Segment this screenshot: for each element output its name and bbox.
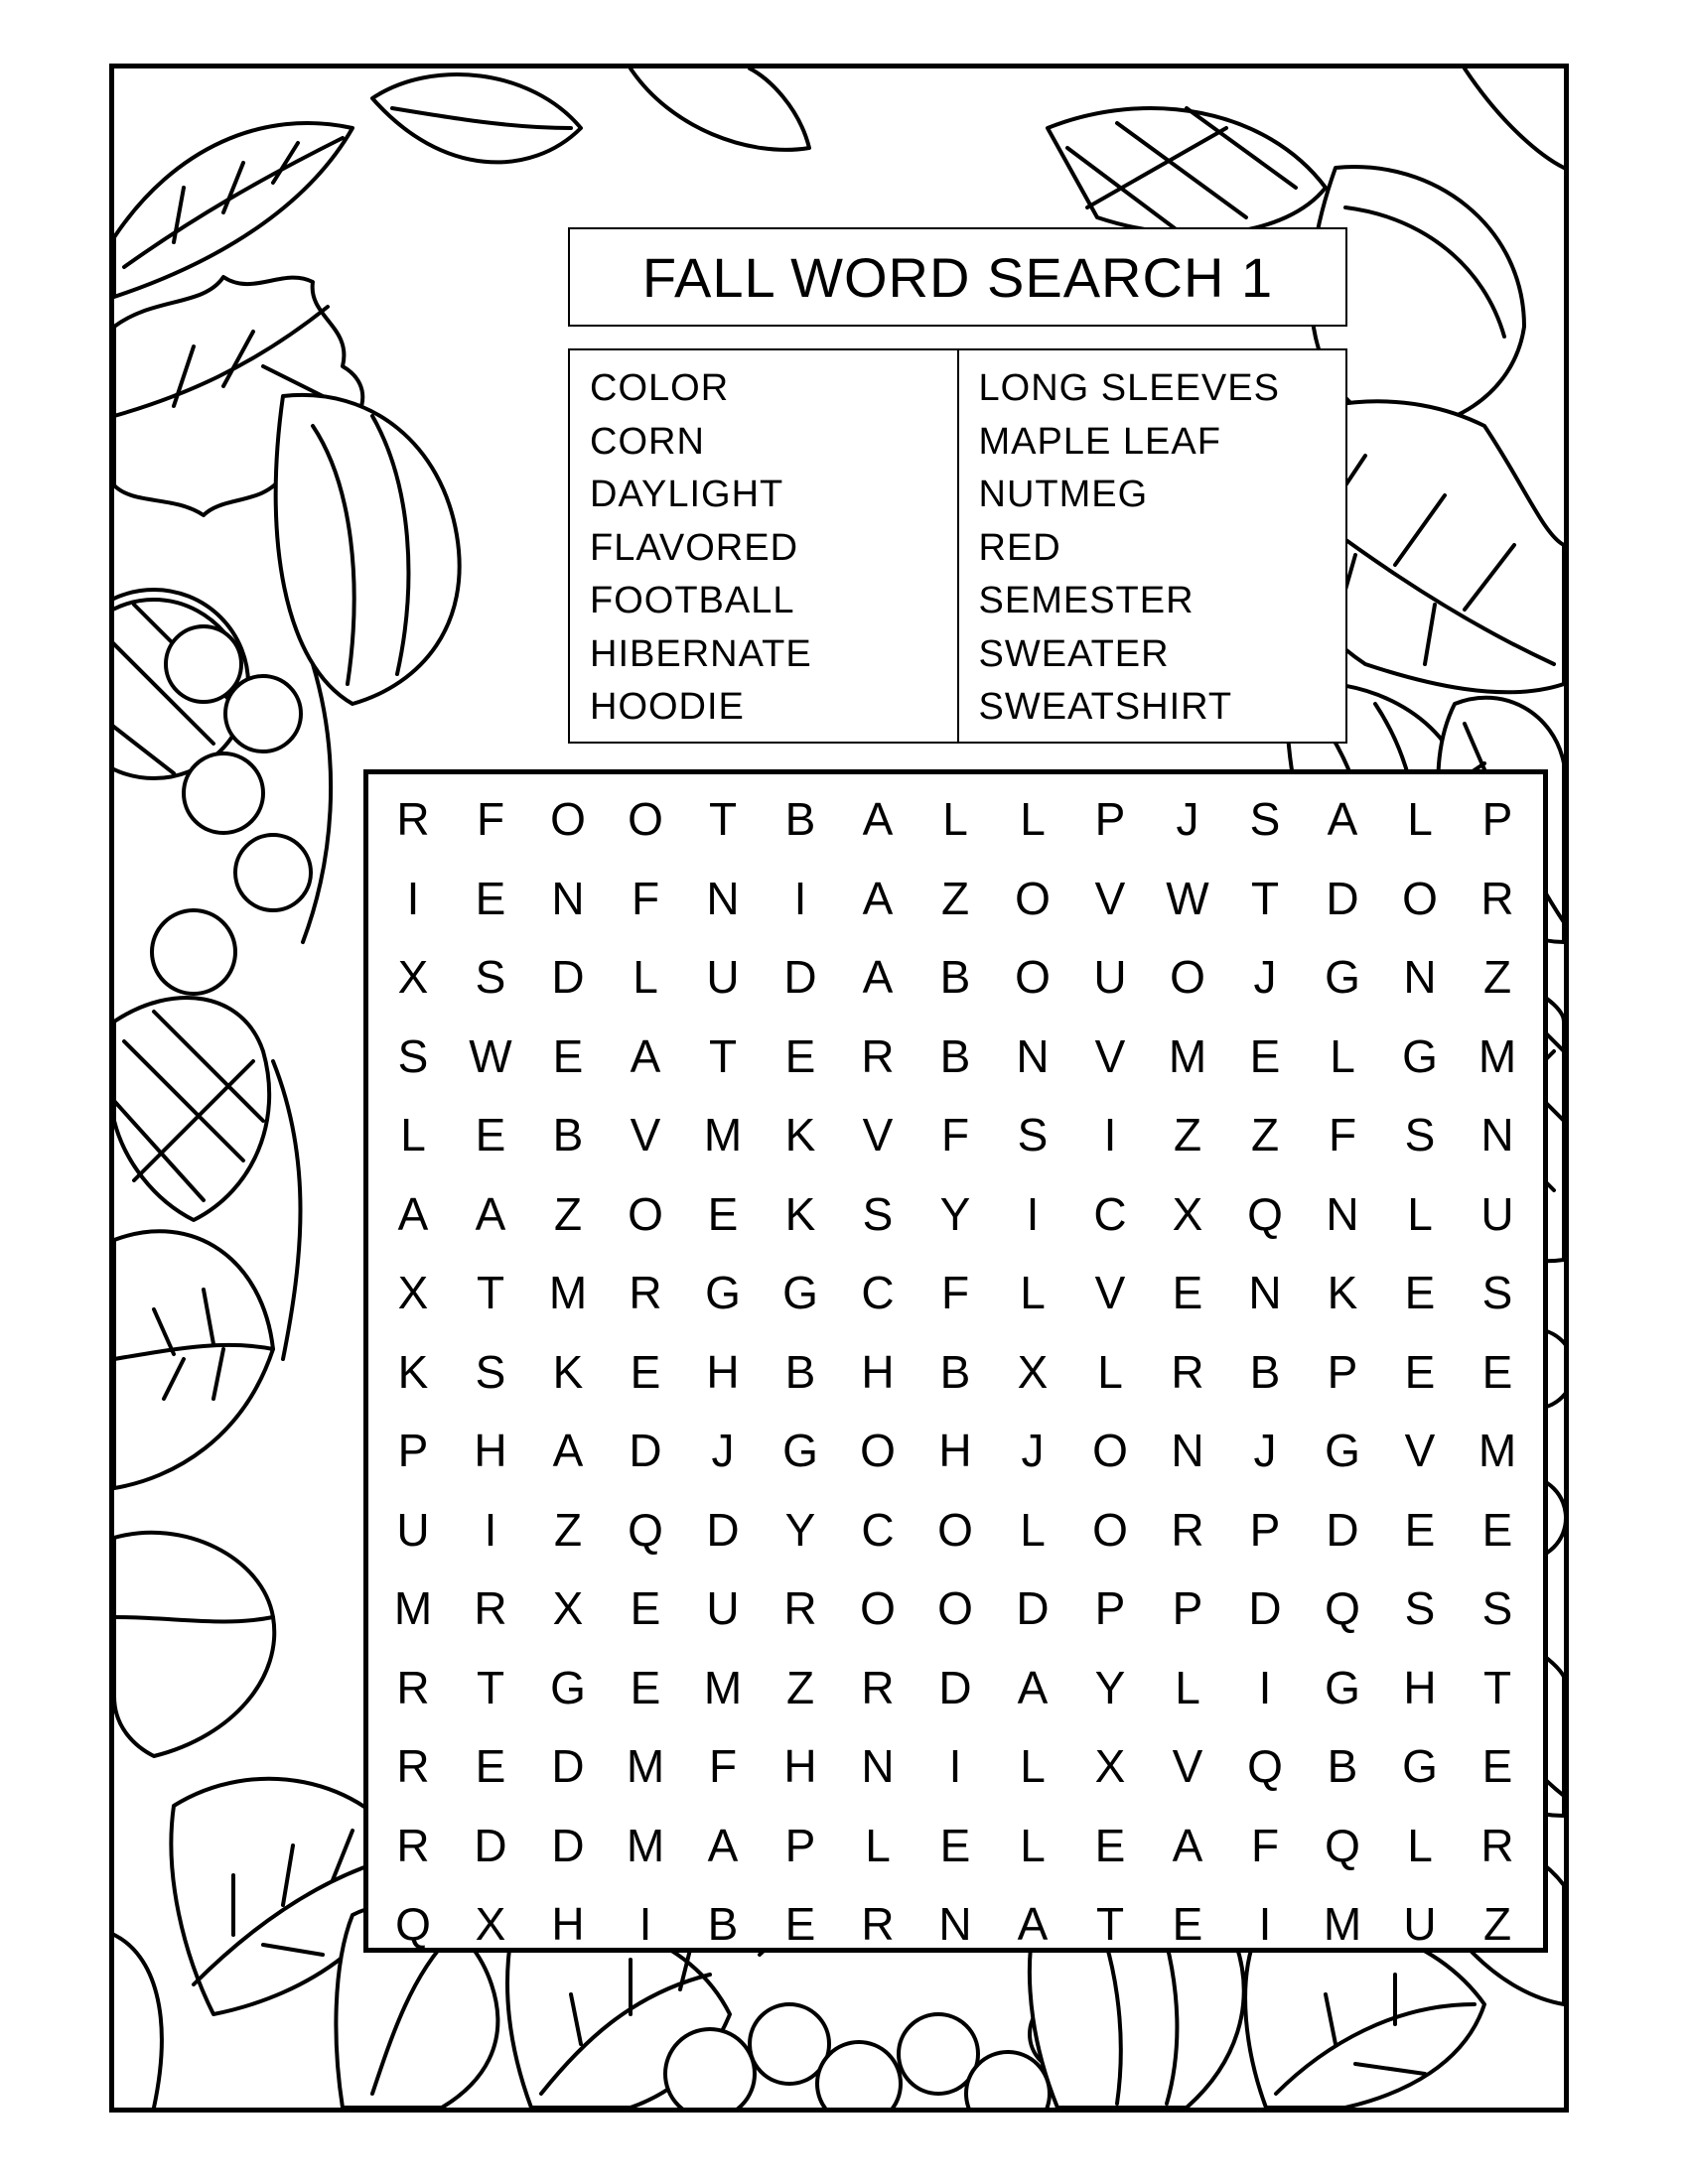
grid-letter: X	[1017, 1345, 1049, 1398]
grid-letter: Y	[939, 1187, 971, 1240]
word-list	[568, 348, 1347, 744]
grid-letter: L	[1020, 793, 1046, 845]
grid-letter: L	[865, 1819, 891, 1871]
grid-letter: G	[1325, 1425, 1360, 1476]
grid-letter: D	[938, 1661, 972, 1713]
grid-letter: N	[1403, 951, 1437, 1003]
grid-letter: O	[1015, 872, 1051, 924]
berries-left-icon	[152, 626, 311, 994]
grid-letter: L	[1097, 1345, 1123, 1398]
grid-row	[374, 1254, 1537, 1333]
leaf-left-lower-icon	[114, 1231, 274, 1756]
grid-row	[374, 1727, 1537, 1807]
grid-letter: U	[1480, 1187, 1514, 1240]
grid-letter: S	[1481, 1267, 1513, 1318]
grid-letter: Z	[553, 1503, 583, 1556]
grid-letter: R	[1480, 872, 1514, 924]
grid-letter: F	[708, 1740, 738, 1792]
word-list-item: SEMESTER	[978, 580, 1195, 621]
grid-letter: E	[784, 1029, 816, 1082]
grid-letter: M	[393, 1582, 433, 1634]
grid-letter: Z	[553, 1187, 583, 1240]
grid-letter: N	[706, 872, 740, 924]
grid-letter: E	[1094, 1819, 1126, 1871]
grid-letter: Q	[395, 1898, 431, 1950]
grid-letter: O	[1402, 872, 1438, 924]
grid-row	[374, 1491, 1537, 1570]
grid-letter: J	[711, 1425, 735, 1476]
grid-letter: F	[631, 872, 660, 924]
grid-letter: J	[1253, 1425, 1277, 1476]
grid-letter: G	[550, 1661, 586, 1713]
grid-letter: M	[1477, 1029, 1517, 1082]
gourd-left-icon	[276, 395, 460, 704]
grid-letter: S	[1017, 1109, 1049, 1160]
grid-letter: Q	[1325, 1819, 1360, 1871]
grid-letter: D	[706, 1503, 740, 1556]
grid-letter: S	[475, 951, 506, 1003]
grid-letter: M	[703, 1661, 743, 1713]
grid-letter: N	[1171, 1425, 1204, 1476]
grid-letter: M	[703, 1109, 743, 1160]
grid-letter: E	[707, 1187, 739, 1240]
grid-letter: E	[552, 1029, 584, 1082]
letter-grid-box	[363, 769, 1548, 1953]
grid-letter: A	[1172, 1819, 1203, 1871]
grid-letter: X	[552, 1582, 584, 1634]
grid-letter: O	[860, 1582, 896, 1634]
grid-letter: P	[784, 1819, 816, 1871]
leaf-top-left-icon	[114, 123, 352, 297]
grid-letter: N	[1480, 1109, 1514, 1160]
grid-letter: H	[861, 1345, 895, 1398]
grid-letter: K	[552, 1345, 584, 1398]
grid-letter: O	[1015, 951, 1051, 1003]
grid-letter: N	[551, 872, 585, 924]
grid-letter: R	[396, 793, 430, 845]
grid-letter: S	[1404, 1109, 1436, 1160]
grid-letter: R	[861, 1029, 895, 1082]
grid-letter: I	[793, 872, 807, 924]
word-list-item: CORN	[590, 420, 705, 463]
grid-letter: B	[939, 1345, 971, 1398]
grid-letter: D	[551, 951, 585, 1003]
grid-letter: S	[397, 1029, 429, 1082]
grid-letter: G	[1325, 1661, 1360, 1713]
grid-letter: B	[552, 1109, 584, 1160]
grid-letter: D	[629, 1425, 662, 1476]
grid-letter: F	[940, 1267, 970, 1318]
grid-letter: Q	[1247, 1187, 1283, 1240]
grid-letter: A	[552, 1425, 584, 1476]
grid-row	[374, 1412, 1537, 1491]
grid-letter: I	[1026, 1187, 1040, 1240]
grid-letter: V	[1094, 1029, 1126, 1082]
grid-letter: X	[397, 951, 429, 1003]
word-list-item: FOOTBALL	[590, 580, 795, 621]
grid-letter: D	[783, 951, 817, 1003]
grid-letter: P	[1481, 793, 1513, 845]
grid-letter: R	[474, 1582, 507, 1634]
grid-letter: J	[1176, 793, 1199, 845]
grid-letter: A	[1017, 1898, 1049, 1950]
grid-letter: D	[551, 1819, 585, 1871]
grid-letter: V	[1404, 1425, 1436, 1476]
grid-row	[374, 780, 1537, 860]
grid-letter: R	[861, 1898, 895, 1950]
word-list-item: SWEATSHIRT	[978, 686, 1233, 728]
grid-letter: L	[1407, 793, 1433, 845]
grid-letter: U	[1093, 951, 1127, 1003]
grid-letter: T	[1482, 1661, 1512, 1713]
word-list-item: SWEATER	[978, 632, 1170, 675]
grid-letter: R	[1171, 1345, 1204, 1398]
grid-letter: P	[1094, 793, 1126, 845]
grid-letter: G	[1402, 1740, 1438, 1792]
grid-letter: M	[626, 1740, 665, 1792]
grid-letter: A	[862, 872, 894, 924]
grid-letter: W	[1166, 872, 1209, 924]
grid-letter: N	[1248, 1267, 1282, 1318]
grid-letter: B	[939, 951, 971, 1003]
grid-row	[374, 1885, 1537, 1965]
grid-letter: F	[1328, 1109, 1357, 1160]
grid-letter: B	[784, 793, 816, 845]
grid-letter: O	[1092, 1425, 1128, 1476]
grid-row	[374, 938, 1537, 1018]
grid-letter: Y	[784, 1503, 816, 1556]
grid-letter: R	[861, 1661, 895, 1713]
grid-letter: B	[707, 1898, 739, 1950]
grid-letter: O	[628, 1187, 663, 1240]
grid-letter: L	[1175, 1661, 1200, 1713]
grid-letter: A	[630, 1029, 661, 1082]
grid-letter: Z	[785, 1661, 815, 1713]
grid-letter: U	[706, 1582, 740, 1634]
grid-letter: E	[475, 1740, 506, 1792]
grid-letter: O	[550, 793, 586, 845]
grid-letter: J	[1021, 1425, 1045, 1476]
grid-letter: Z	[1482, 951, 1512, 1003]
grid-letter: R	[1171, 1503, 1204, 1556]
grid-letter: R	[396, 1819, 430, 1871]
grid-letter: T	[1095, 1898, 1125, 1950]
grid-letter: I	[948, 1740, 962, 1792]
word-list-left-column	[570, 350, 957, 742]
grid-letter: R	[1480, 1819, 1514, 1871]
grid-letter: I	[638, 1898, 652, 1950]
grid-letter: M	[548, 1267, 588, 1318]
grid-letter: B	[939, 1029, 971, 1082]
letter-grid	[374, 780, 1537, 1950]
grid-letter: G	[1402, 1029, 1438, 1082]
grid-letter: I	[1258, 1898, 1272, 1950]
grid-letter: C	[861, 1267, 895, 1318]
grid-letter: I	[406, 872, 420, 924]
grid-letter: K	[397, 1345, 429, 1398]
grid-letter: Q	[628, 1503, 663, 1556]
grid-letter: O	[1092, 1503, 1128, 1556]
grid-letter: A	[475, 1187, 506, 1240]
grid-letter: M	[1323, 1898, 1362, 1950]
grid-letter: H	[474, 1425, 507, 1476]
word-list-item: COLOR	[590, 367, 730, 409]
grid-letter: E	[1404, 1267, 1436, 1318]
grid-letter: E	[784, 1898, 816, 1950]
grid-letter: T	[1250, 872, 1280, 924]
grid-letter: E	[630, 1582, 661, 1634]
grid-letter: O	[937, 1503, 973, 1556]
grid-letter: F	[476, 793, 505, 845]
grid-row	[374, 860, 1537, 939]
grid-letter: X	[1094, 1740, 1126, 1792]
grid-letter: E	[1481, 1503, 1513, 1556]
grid-letter: E	[475, 1109, 506, 1160]
grid-letter: E	[1404, 1345, 1436, 1398]
grid-letter: N	[1326, 1187, 1359, 1240]
grid-letter: A	[707, 1819, 739, 1871]
grid-letter: G	[782, 1267, 818, 1318]
grid-letter: Z	[940, 872, 970, 924]
grid-letter: G	[782, 1425, 818, 1476]
grid-letter: H	[551, 1898, 585, 1950]
grid-letter: V	[862, 1109, 894, 1160]
grid-row	[374, 1570, 1537, 1649]
grid-letter: K	[784, 1187, 816, 1240]
grid-row	[374, 1096, 1537, 1175]
grid-letter: V	[630, 1109, 661, 1160]
grid-letter: L	[1020, 1740, 1046, 1792]
grid-letter: R	[396, 1740, 430, 1792]
grid-letter: P	[1172, 1582, 1203, 1634]
grid-letter: L	[942, 793, 968, 845]
word-list-item: RED	[978, 526, 1061, 569]
acorn-left-lower-icon	[114, 998, 269, 1220]
grid-letter: T	[708, 793, 738, 845]
grid-letter: U	[1403, 1898, 1437, 1950]
word-list-item: MAPLE LEAF	[978, 420, 1221, 463]
grid-letter: L	[633, 951, 658, 1003]
grid-letter: U	[396, 1503, 430, 1556]
page-title: FALL WORD SEARCH 1	[568, 227, 1347, 327]
grid-letter: T	[708, 1029, 738, 1082]
grid-letter: P	[1327, 1345, 1358, 1398]
grid-letter: G	[1325, 951, 1360, 1003]
grid-row	[374, 1333, 1537, 1413]
grid-letter: L	[1330, 1029, 1355, 1082]
grid-letter: E	[630, 1345, 661, 1398]
grid-letter: S	[1481, 1582, 1513, 1634]
grid-letter: A	[397, 1187, 429, 1240]
grid-letter: E	[1172, 1267, 1203, 1318]
grid-letter: I	[484, 1503, 497, 1556]
grid-letter: N	[1016, 1029, 1050, 1082]
grid-letter: K	[784, 1109, 816, 1160]
grid-letter: T	[476, 1661, 505, 1713]
word-list-item: FLAVORED	[590, 526, 799, 569]
grid-letter: A	[862, 951, 894, 1003]
grid-letter: B	[1249, 1345, 1281, 1398]
word-list-item: LONG SLEEVES	[978, 367, 1280, 409]
grid-letter: E	[1481, 1345, 1513, 1398]
leaf-top-center-icon	[372, 68, 809, 162]
grid-letter: E	[475, 872, 506, 924]
grid-letter: S	[1249, 793, 1281, 845]
grid-letter: L	[1020, 1819, 1046, 1871]
word-list-right-column	[957, 350, 1346, 742]
grid-letter: Y	[1094, 1661, 1126, 1713]
grid-letter: L	[1407, 1187, 1433, 1240]
grid-letter: X	[475, 1898, 506, 1950]
grid-letter: F	[1250, 1819, 1280, 1871]
grid-letter: E	[1404, 1503, 1436, 1556]
grid-letter: B	[784, 1345, 816, 1398]
grid-letter: D	[1248, 1582, 1282, 1634]
grid-letter: Q	[1325, 1582, 1360, 1634]
grid-letter: Z	[1482, 1898, 1512, 1950]
grid-letter: P	[1094, 1582, 1126, 1634]
grid-letter: Z	[1250, 1109, 1280, 1160]
grid-letter: D	[1016, 1582, 1050, 1634]
grid-letter: D	[474, 1819, 507, 1871]
grid-letter: K	[1327, 1267, 1358, 1318]
grid-letter: X	[397, 1267, 429, 1318]
grid-letter: A	[1327, 793, 1358, 845]
grid-letter: I	[1103, 1109, 1117, 1160]
grid-letter: F	[940, 1109, 970, 1160]
grid-row	[374, 1807, 1537, 1886]
grid-letter: S	[475, 1345, 506, 1398]
grid-letter: A	[1017, 1661, 1049, 1713]
grid-letter: N	[861, 1740, 895, 1792]
grid-letter: E	[1172, 1898, 1203, 1950]
grid-letter: S	[1404, 1582, 1436, 1634]
grid-letter: O	[937, 1582, 973, 1634]
word-list-item: HOODIE	[590, 686, 745, 728]
grid-letter: D	[1326, 1503, 1359, 1556]
word-list-item: DAYLIGHT	[590, 474, 784, 515]
grid-letter: H	[706, 1345, 740, 1398]
grid-letter: M	[1168, 1029, 1207, 1082]
grid-letter: L	[1020, 1503, 1046, 1556]
grid-letter: V	[1094, 872, 1126, 924]
grid-letter: O	[1170, 951, 1205, 1003]
grid-letter: G	[705, 1267, 741, 1318]
grid-letter: E	[1249, 1029, 1281, 1082]
grid-letter: H	[1403, 1661, 1437, 1713]
grid-letter: D	[1326, 872, 1359, 924]
grid-letter: O	[628, 793, 663, 845]
grid-letter: S	[862, 1187, 894, 1240]
grid-letter: N	[938, 1898, 972, 1950]
grid-letter: L	[1407, 1819, 1433, 1871]
grid-row	[374, 1018, 1537, 1097]
grid-letter: P	[1249, 1503, 1281, 1556]
grid-letter: W	[469, 1029, 512, 1082]
grid-letter: A	[862, 793, 894, 845]
grid-letter: M	[626, 1819, 665, 1871]
grid-letter: O	[860, 1425, 896, 1476]
grid-row	[374, 1649, 1537, 1728]
grid-letter: I	[1258, 1661, 1272, 1713]
grid-letter: V	[1094, 1267, 1126, 1318]
grid-row	[374, 1175, 1537, 1255]
grid-letter: E	[939, 1819, 971, 1871]
grid-letter: B	[1327, 1740, 1358, 1792]
word-list-item: NUTMEG	[978, 474, 1149, 515]
grid-letter: Q	[1247, 1740, 1283, 1792]
grid-letter: M	[1477, 1425, 1517, 1476]
grid-letter: P	[397, 1425, 429, 1476]
grid-letter: R	[629, 1267, 662, 1318]
grid-letter: C	[861, 1503, 895, 1556]
grid-letter: L	[400, 1109, 426, 1160]
grid-letter: T	[476, 1267, 505, 1318]
grid-letter: R	[783, 1582, 817, 1634]
grid-letter: E	[1481, 1740, 1513, 1792]
page-border	[109, 64, 1569, 2113]
grid-letter: V	[1172, 1740, 1203, 1792]
grid-letter: Z	[1173, 1109, 1202, 1160]
grid-letter: J	[1253, 951, 1277, 1003]
grid-letter: X	[1172, 1187, 1203, 1240]
grid-letter: D	[551, 1740, 585, 1792]
grid-letter: C	[1093, 1187, 1127, 1240]
grid-letter: H	[938, 1425, 972, 1476]
word-list-item: HIBERNATE	[590, 632, 812, 675]
grid-letter: E	[630, 1661, 661, 1713]
grid-letter: L	[1020, 1267, 1046, 1318]
grid-letter: U	[706, 951, 740, 1003]
grid-letter: R	[396, 1661, 430, 1713]
grid-letter: H	[783, 1740, 817, 1792]
